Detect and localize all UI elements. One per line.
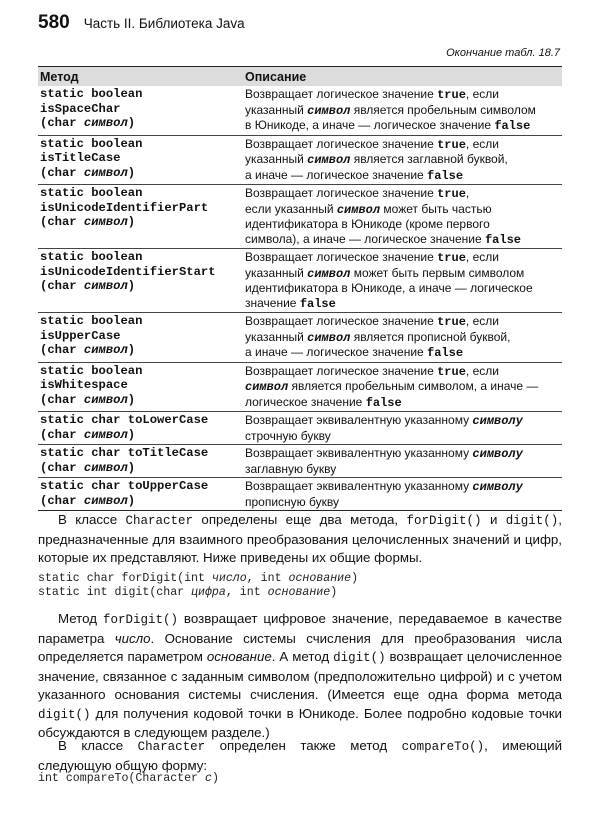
- method-description: Возвращает эквивалентную указанному символу заглавную букву: [245, 446, 523, 476]
- method-description: Возвращает эквивалентную указанному символу строчную букву: [245, 413, 523, 443]
- table-row: [38, 312, 562, 362]
- methods-table: [38, 66, 562, 511]
- table-caption: Окончание табл. 18.7: [446, 47, 560, 59]
- paragraph-3: В классе Character определен также метод compareTo(), имеющий следующую общую форму:: [38, 738, 563, 773]
- column-header-description: Описание: [245, 69, 307, 84]
- table-row: [38, 248, 562, 312]
- method-signature: static boolean isWhitespace (char символ): [40, 363, 143, 407]
- method-description: Возвращает логическое значение true, если указанный символ может быть частью идентификатора в Юникоде (кроме первого символа), а иначе — логическое значение false: [245, 186, 521, 247]
- page-number: 580: [38, 12, 70, 33]
- table-row: [38, 477, 562, 510]
- method-signature: static char toUpperCase (char символ): [40, 479, 209, 508]
- method-signature: static char toTitleCase (char символ): [40, 446, 209, 475]
- running-title: Часть II. Библиотека Java: [83, 16, 245, 31]
- code-block-1: static char forDigit(int число, int основание) static int digit(char цифра, int основание): [38, 572, 359, 599]
- method-description: Возвращает эквивалентную указанному символу прописную букву: [245, 479, 523, 509]
- table-row: [38, 444, 562, 477]
- method-signature: static boolean isTitleCase (char символ): [40, 136, 143, 180]
- table-row: [38, 135, 562, 185]
- method-signature: static boolean isUpperCase (char символ): [40, 314, 143, 357]
- column-header-method: Метод: [40, 69, 79, 84]
- method-description: Возвращает логическое значение true, если указанный символ является прописной буквой, а иначе — логическое значение false: [245, 314, 511, 360]
- code-block-2: int compareTo(Character c): [38, 772, 219, 785]
- method-signature: static boolean isSpaceChar (char символ): [40, 87, 143, 130]
- table-body: [38, 86, 562, 510]
- method-description: Возвращает логическое значение true, если указанный символ является заглавной буквой, а иначе — логическое значение false: [245, 136, 508, 183]
- table-row: [38, 362, 562, 412]
- method-signature: static boolean isUnicodeIdentifierPart (char символ): [40, 186, 209, 229]
- method-signature: static boolean isUnicodeIdentifierStart (char символ): [40, 250, 216, 293]
- table-row: [38, 86, 562, 135]
- method-description: Возвращает логическое значение true, если символ является пробельным символом, а иначе — логическое значение false: [245, 363, 539, 410]
- method-description: Возвращает логическое значение true, если указанный символ является пробельным символом в Юникоде, а иначе — логическое значение false: [245, 87, 536, 133]
- paragraph-2: Метод forDigit() возвращает цифровое значение, передаваемое в качестве параметра число. Основание системы счисления для преобразования числа определяется параметром основание. А метод digit() возвращает целочисленное значение, связанное с заданным символом (предположительно цифрой) и с учетом указанного основания системы счисления. (Имеется еще одна форма метода digit() для получения кодовой точки в Юникоде. Более подробно кодовые точки обсуждаются в следующем разделе.): [38, 611, 562, 740]
- paragraph-1: В классе Character определены еще два метода, forDigit() и digit(), предназначенные для взаимного преобразования целочисленных значений и цифр, которые их представляют. Ниже приведены их общие формы.: [38, 512, 562, 565]
- page-header: [38, 12, 245, 34]
- method-signature: static char toLowerCase (char символ): [40, 413, 209, 442]
- table-header: [38, 67, 562, 86]
- method-description: Возвращает логическое значение true, если указанный символ может быть первым символом идентификатора в Юникоде, а иначе — логическое значение false: [245, 250, 533, 311]
- table-row: [38, 184, 562, 248]
- table-row: [38, 411, 562, 444]
